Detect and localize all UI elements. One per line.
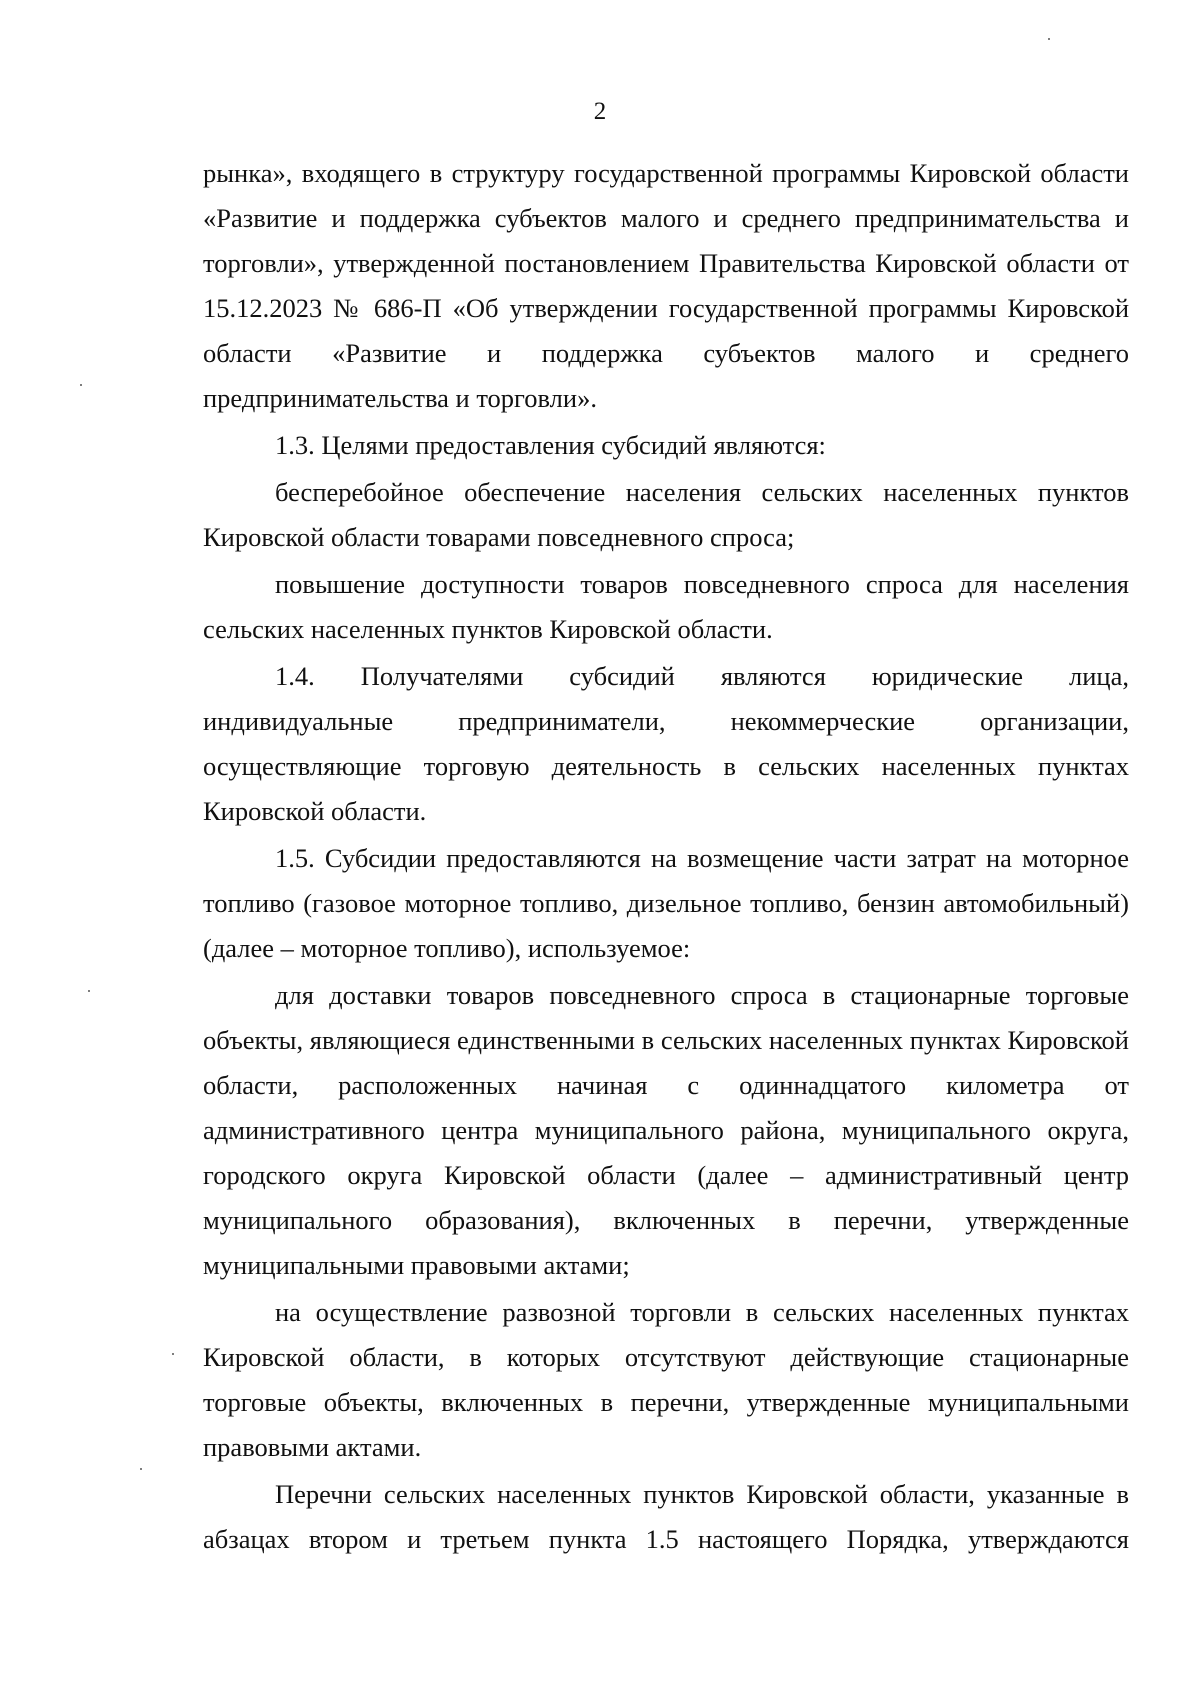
paragraph-goal-availability: повышение доступности товаров повседневного спроса для населения сельских населенных пунктов Кировской области. <box>203 569 1129 644</box>
paragraph-lists-approval: Перечни сельских населенных пунктов Кировской области, указанные в абзацах втором и третьем пункта 1.5 настоящего Порядка, утверждаются <box>203 1479 1129 1554</box>
scan-speck <box>88 990 90 992</box>
paragraph-delivery: для доставки товаров повседневного спроса в стационарные торговые объекты, являющиеся единственными в сельских населенных пунктах Кировской области, расположенных начиная с одиннадцатого километра от административного центра муниципального района, муниципального округа, городского округа Кировской области (далее – административный центр муниципального образования), включенных в перечни, утвержденные муниципальными правовыми актами; <box>203 980 1129 1280</box>
paragraph-mobile-trade: на осуществление развозной торговли в сельских населенных пунктах Кировской области, в которых отсутствуют действующие стационарные торговые объекты, включенных в перечни, утвержденные муниципальными правовыми актами. <box>203 1297 1129 1462</box>
paragraph-program-reference: рынка», входящего в структуру государственной программы Кировской области «Развитие и поддержка субъектов малого и среднего предпринимательства и торговли», утвержденной постановлением Правительства Кировской области от 15.12.2023 № 686-П «Об утверждении государственной программы Кировской области «Развитие и поддержка субъектов малого и среднего предпринимательства и торговли». <box>203 158 1129 413</box>
scan-speck <box>1048 38 1050 40</box>
document-body <box>203 151 1129 1562</box>
scan-speck <box>80 384 82 386</box>
paragraph-1-3-goals: 1.3. Целями предоставления субсидий являются: <box>275 430 826 460</box>
page-number: 2 <box>593 98 607 125</box>
paragraph-1-5-subsidies: 1.5. Субсидии предоставляются на возмещение части затрат на моторное топливо (газовое моторное топливо, дизельное топливо, бензин автомобильный) (далее – моторное топливо), используемое: <box>203 843 1129 963</box>
scan-speck <box>172 1353 174 1355</box>
paragraph-1-4-recipients: 1.4. Получателями субсидий являются юридические лица, индивидуальные предприниматели, некоммерческие организации, осуществляющие торговую деятельность в сельских населенных пунктах Кировской области. <box>203 661 1129 826</box>
paragraph-goal-supply: бесперебойное обеспечение населения сельских населенных пунктов Кировской области товарами повседневного спроса; <box>203 477 1129 552</box>
scan-speck <box>140 1468 142 1470</box>
